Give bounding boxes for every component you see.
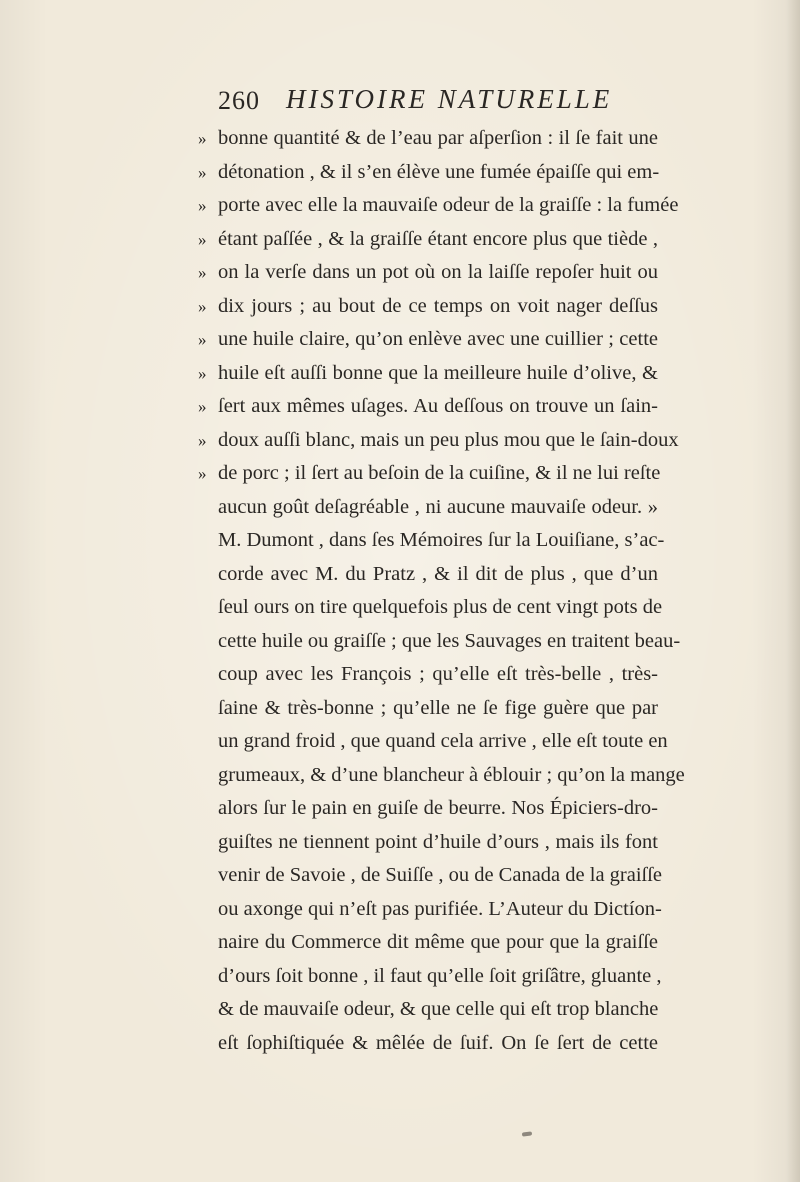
quote-mark: » xyxy=(198,397,207,416)
text-line xyxy=(218,491,658,525)
line-text: eſt ſophiſtiquée & mêlée de ſuif. On ſe ſert de cette xyxy=(218,1031,658,1054)
line-text: aucun goût deſagréable , ni aucune mauvaiſe odeur. » xyxy=(218,495,658,518)
line-text: venir de Savoie , de Suiſſe , ou de Canada de la graiſſe xyxy=(218,864,663,886)
text-line xyxy=(198,189,679,223)
text-line xyxy=(198,156,660,190)
text-line xyxy=(218,725,668,759)
line-text: dix jours ; au bout de ce temps on voit nager deſſus xyxy=(218,294,658,317)
text-line xyxy=(218,524,665,558)
page-edge-shadow xyxy=(786,0,800,1182)
line-text: cette huile ou graiſſe ; que les Sauvages en traitent beau- xyxy=(218,629,681,652)
line-text: ou axonge qui n’eſt pas purifiée. L’Auteur du Dictíon- xyxy=(218,897,662,920)
body-text xyxy=(198,122,685,1060)
line-text: guiſtes ne tiennent point d’huile d’ours , mais ils font xyxy=(218,830,658,853)
text-line xyxy=(218,1027,658,1061)
line-text: naire du Commerce dit même que pour que la graiſſe xyxy=(218,931,658,953)
text-line xyxy=(218,759,685,793)
line-text: étant paſſée , & la graiſſe étant encore plus que tiède , xyxy=(218,227,658,250)
text-line xyxy=(218,826,658,860)
text-line xyxy=(198,457,661,491)
text-line xyxy=(218,960,662,994)
line-text: ſaine & très-bonne ; qu’elle ne ſe fige guère que par xyxy=(218,696,658,719)
text-line xyxy=(198,223,658,257)
line-text: de porc ; il ſert au beſoin de la cuiſine, & il ne lui reſte xyxy=(218,462,661,484)
text-line xyxy=(218,558,658,592)
text-line xyxy=(198,323,658,357)
text-line xyxy=(198,357,658,391)
quote-mark: » xyxy=(198,229,207,249)
quote-mark: » xyxy=(198,430,207,450)
line-text: porte avec elle la mauvaiſe odeur de la graiſſe : la fumée xyxy=(218,194,679,216)
quote-mark: » xyxy=(198,296,207,316)
quote-mark: » xyxy=(198,464,207,483)
quote-mark: » xyxy=(198,330,207,349)
line-text: une huile claire, qu’on enlève avec une cuillier ; cette xyxy=(218,328,658,350)
line-text: huile eſt auſſi bonne que la meilleure huile d’olive, & xyxy=(218,361,658,384)
line-text: grumeaux, & d’une blancheur à éblouir ; qu’on la mange xyxy=(218,763,685,786)
quote-mark: » xyxy=(198,263,207,282)
text-line xyxy=(218,591,663,625)
line-text: d’ours ſoit bonne , il faut qu’elle ſoit griſâtre, gluante , xyxy=(218,964,662,987)
line-text: bonne quantité & de l’eau par aſperſion : il ſe fait une xyxy=(218,127,658,149)
page-number: 260 xyxy=(218,86,260,115)
quote-mark: » xyxy=(198,363,207,383)
line-text: ſert aux mêmes uſages. Au deſſous on trouve un ſain- xyxy=(218,395,658,417)
quote-mark: » xyxy=(198,196,207,215)
text-line xyxy=(198,290,658,324)
line-text: doux auſſi blanc, mais un peu plus mou que le ſain-doux xyxy=(218,428,679,451)
text-line xyxy=(218,658,658,692)
text-line xyxy=(218,926,658,960)
text-line xyxy=(198,424,679,458)
ink-smudge xyxy=(522,1131,532,1136)
text-line xyxy=(198,256,658,290)
text-line xyxy=(218,859,663,893)
line-text: ſeul ours on tire quelquefois plus de cent vingt pots de xyxy=(218,596,663,618)
text-line xyxy=(198,122,658,156)
line-text: détonation , & il s’en élève une fumée épaiſſe qui em- xyxy=(218,160,660,183)
text-line xyxy=(218,893,662,927)
page-header xyxy=(218,84,658,124)
line-text: on la verſe dans un pot où on la laiſſe repoſer huit ou xyxy=(218,261,658,283)
text-line xyxy=(198,390,658,424)
text-line xyxy=(218,993,658,1027)
text-line xyxy=(218,625,681,659)
line-text: corde avec M. du Pratz , & il dit de plus , que d’un xyxy=(218,562,658,585)
running-title: HISTOIRE NATURELLE xyxy=(286,84,613,114)
quote-mark: » xyxy=(198,129,207,148)
line-text: un grand froid , que quand cela arrive , elle eſt toute en xyxy=(218,730,668,752)
line-text: M. Dumont , dans ſes Mémoires ſur la Louiſiane, s’ac- xyxy=(218,529,665,551)
quote-mark: » xyxy=(198,162,207,182)
text-line xyxy=(218,692,658,726)
line-text: alors ſur le pain en guiſe de beurre. Nos Épiciers-dro- xyxy=(218,797,658,819)
text-line xyxy=(218,792,658,826)
line-text: & de mauvaiſe odeur, & que celle qui eſt trop blanche xyxy=(218,998,659,1020)
line-text: coup avec les François ; qu’elle eſt très-belle , très- xyxy=(218,663,658,685)
